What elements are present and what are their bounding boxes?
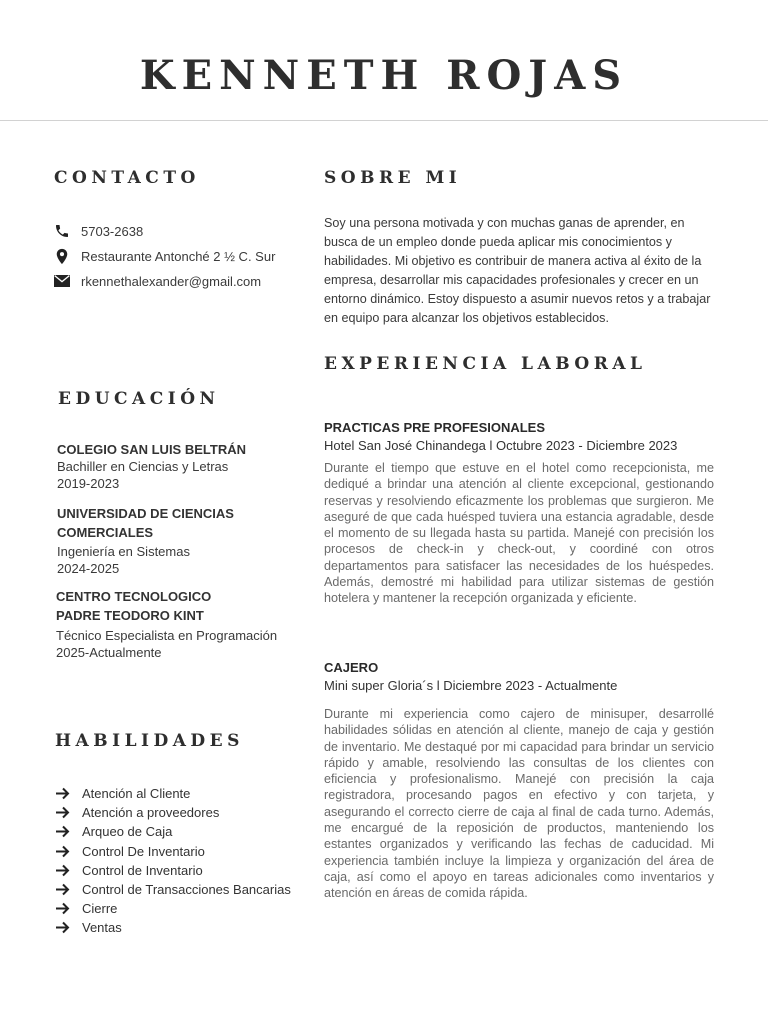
skill-item bbox=[55, 880, 291, 899]
contact-phone bbox=[53, 221, 143, 241]
skill-label: Control De Inventario bbox=[82, 843, 205, 859]
arrow-right-icon bbox=[55, 825, 71, 839]
arrow-right-icon bbox=[55, 921, 71, 935]
education-school-line2: COMERCIALES bbox=[57, 525, 154, 540]
education-degree: Técnico Especialista en Programación bbox=[56, 628, 278, 643]
education-years: 2019-2023 bbox=[57, 475, 120, 491]
envelope-icon bbox=[53, 272, 71, 290]
skill-label: Cierre bbox=[82, 901, 118, 917]
education-item bbox=[57, 504, 297, 577]
skill-item bbox=[55, 918, 291, 937]
arrow-right-icon bbox=[55, 902, 71, 916]
education-item bbox=[56, 587, 296, 661]
education-school: UNIVERSIDAD DE CIENCIAS bbox=[57, 506, 234, 521]
job-subtitle: Mini super Gloria´s l Diciembre 2023 - Actualmente bbox=[324, 678, 618, 693]
education-school: CENTRO TECNOLOGICO bbox=[56, 589, 212, 604]
contact-address bbox=[53, 246, 275, 266]
skill-label: Ventas bbox=[82, 920, 122, 936]
phone-icon bbox=[53, 222, 71, 240]
skills-list bbox=[55, 784, 291, 938]
education-degree: Ingeniería en Sistemas bbox=[57, 544, 190, 559]
skill-label: Atención al Cliente bbox=[82, 786, 191, 802]
about-text: Soy una persona motivada y con muchas ganas de aprender, en busca de un empleo donde pueda aplicar mis conocimientos y habilidades. Mi objetivo es contribuir de manera activa al éxito de la empresa, desarrollar mis capacidades profesionales y crecer en un entorno dinámico. Estoy dispuesto a asumir nuevos retos y a trabajar en equipo para alcanzar los objetivos establecidos. bbox=[324, 216, 711, 325]
job-description: Durante el tiempo que estuve en el hotel como recepcionista, me dediqué a brindar una atención al cliente excepcional, gestionando reservas y resolviendo eficazmente los problemas que surgieron. Me aseguré de que cada huésped tuviera una estancia agradable, desde el momento de su llegada hasta su partida. Manejé con precisión los procesos de check-in y check-out, y coordiné con otros departamentos para satisfacer las necesidades de los huéspedes. Además, demostré mi habilidad para utilizar sistemas de gestión hotelera y mantener la recepción organizada y eficiente. bbox=[324, 461, 714, 606]
location-pin-icon bbox=[53, 247, 71, 265]
section-title-skills: HABILIDADES bbox=[55, 731, 244, 751]
contact-phone-text: 5703-2638 bbox=[81, 223, 144, 239]
skill-label: Control de Inventario bbox=[82, 862, 203, 878]
skill-item bbox=[55, 784, 291, 803]
skill-item bbox=[55, 822, 291, 841]
education-school-line2: PADRE TEODORO KINT bbox=[56, 608, 204, 623]
job-title: PRACTICAS PRE PROFESIONALES bbox=[324, 420, 546, 435]
arrow-right-icon bbox=[55, 883, 71, 897]
arrow-right-icon bbox=[55, 863, 71, 877]
arrow-right-icon bbox=[55, 806, 71, 820]
skill-label: Control de Transacciones Bancarias bbox=[82, 882, 291, 898]
section-title-contact: CONTACTO bbox=[54, 168, 200, 188]
section-title-about: SOBRE MI bbox=[324, 168, 462, 188]
skill-item bbox=[55, 803, 291, 822]
skill-label: Atención a proveedores bbox=[82, 805, 220, 821]
skill-item bbox=[55, 861, 291, 880]
education-degree: Bachiller en Ciencias y Letras bbox=[57, 459, 229, 474]
arrow-right-icon bbox=[55, 844, 71, 858]
contact-email bbox=[53, 271, 261, 291]
header-divider bbox=[0, 120, 768, 121]
skill-label: Arqueo de Caja bbox=[82, 824, 173, 840]
education-years: 2024-2025 bbox=[57, 560, 120, 576]
education-school: COLEGIO SAN LUIS BELTRÁN bbox=[57, 442, 246, 457]
job-description: Durante mi experiencia como cajero de minisuper, desarrollé habilidades sólidas en atención al cliente, manejo de caja y gestión de inventario. Me destaqué por mi capacidad para brindar un servicio rápido y amable, resolviendo las consultas de los clientes con eficiencia y profesionalismo. Manejé con precisión la caja registradora, procesando pagos en efectivo y con tarjeta, y asegurando el correcto cierre de caja al final de cada turno. Además, me encargué de la reposición de productos, manteniendo los estantes organizados y verificando las fechas de caducidad. Mi experiencia también incluye la limpieza y organización del área de caja, así como el apoyo en tareas adicionales como inventarios y atención en áreas de comida rápida. bbox=[324, 707, 714, 901]
education-years: 2025-Actualmente bbox=[56, 644, 162, 660]
education-item bbox=[57, 440, 297, 492]
arrow-right-icon bbox=[55, 787, 71, 801]
contact-email-text: rkennethalexander@gmail.com bbox=[81, 273, 262, 289]
skill-item bbox=[55, 899, 291, 918]
contact-address-text: Restaurante Antonché 2 ½ C. Sur bbox=[81, 248, 276, 264]
section-title-education: EDUCACIÓN bbox=[58, 389, 220, 409]
job-subtitle: Hotel San José Chinandega l Octubre 2023 - Diciembre 2023 bbox=[324, 438, 678, 453]
skill-item bbox=[55, 842, 291, 861]
job-title: CAJERO bbox=[324, 660, 379, 675]
resume-name: KENNETH ROJAS bbox=[139, 52, 629, 99]
section-title-experience: EXPERIENCIA LABORAL bbox=[324, 354, 647, 374]
